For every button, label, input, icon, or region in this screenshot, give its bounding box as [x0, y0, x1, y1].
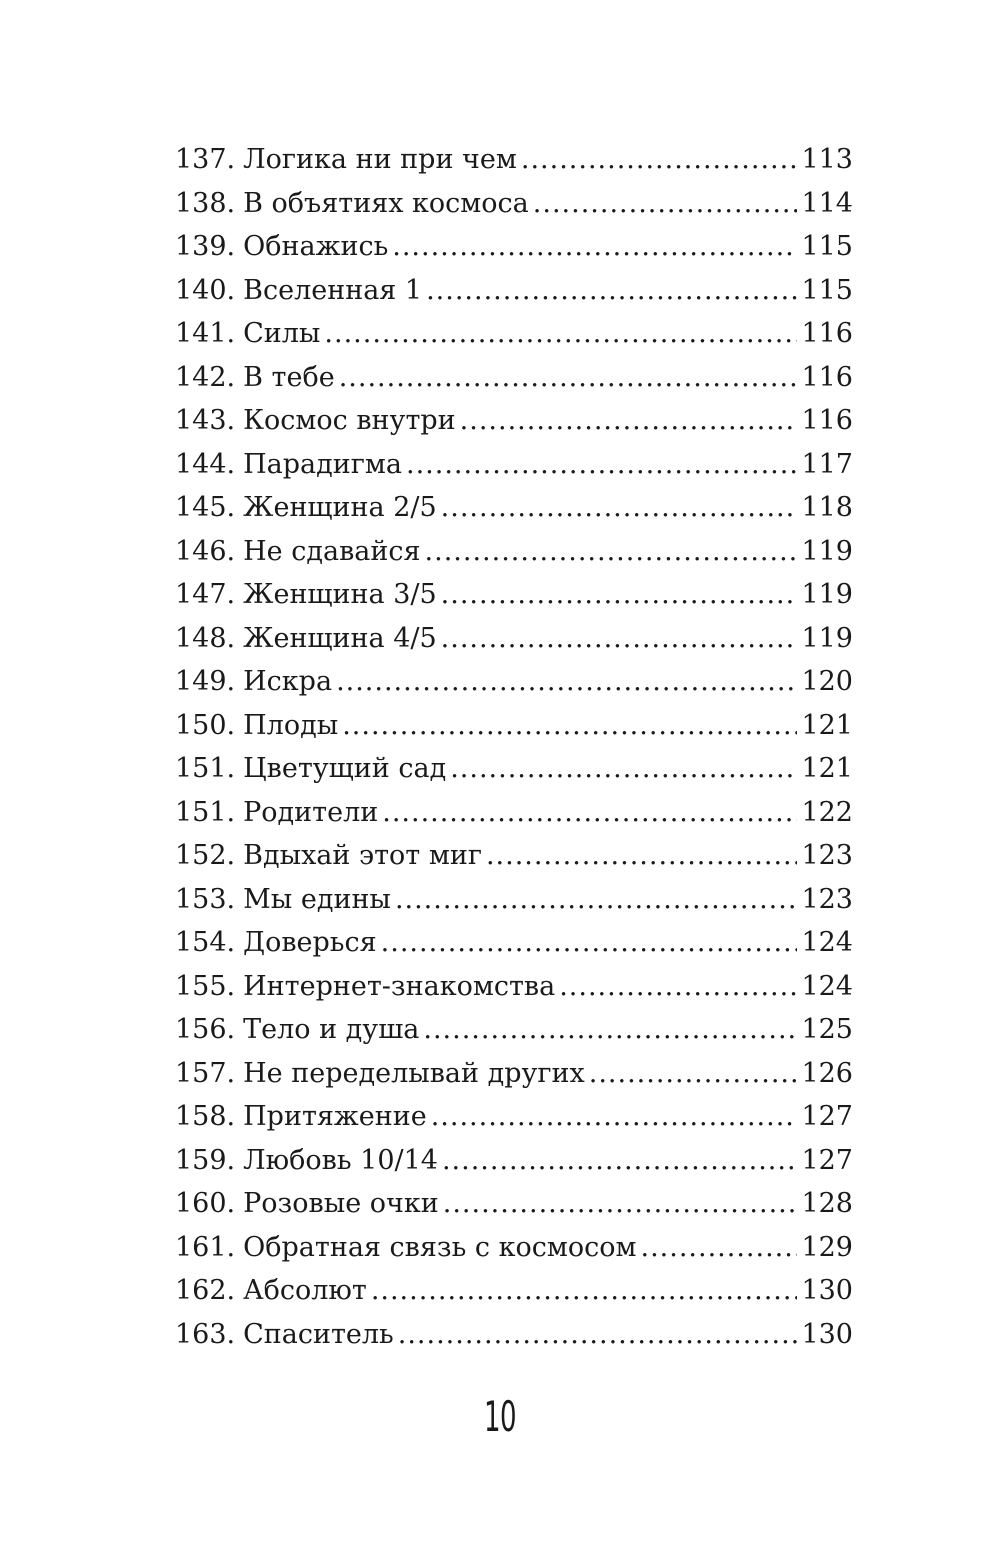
dot-leader — [398, 1313, 798, 1357]
toc-entry-number: 145. — [175, 492, 236, 523]
dot-leader — [425, 530, 798, 574]
toc-entry — [175, 617, 853, 661]
dot-leader — [442, 1139, 797, 1183]
dot-leader — [381, 921, 798, 965]
toc-entry-page: 115 — [801, 231, 853, 262]
dot-leader — [486, 834, 797, 878]
toc-entry — [175, 791, 853, 835]
toc-entry-page: 128 — [801, 1188, 853, 1219]
toc-entry-page: 125 — [801, 1014, 853, 1045]
toc-entry-number: 139. — [175, 231, 236, 262]
toc-entry-number: 152. — [175, 840, 236, 871]
toc-entry — [175, 138, 853, 182]
dot-leader — [406, 443, 797, 487]
toc-entry — [175, 399, 853, 443]
toc-entry — [175, 225, 853, 269]
toc-entry-title: Любовь 10/14 — [243, 1144, 438, 1176]
toc-entry-title: Женщина 4/5 — [243, 622, 437, 654]
dot-leader — [392, 225, 797, 269]
toc-entry-title: Не переделывай других — [243, 1057, 585, 1089]
toc-entry-number: 158. — [175, 1101, 236, 1132]
toc-entry — [175, 1269, 853, 1313]
toc-entry-title: Обратная связь с космосом — [243, 1231, 637, 1263]
toc-entry-page: 115 — [801, 274, 853, 306]
toc-entry-title: Обнажись — [243, 231, 389, 262]
toc-entry-page: 121 — [801, 753, 853, 784]
toc-entry-number: 156. — [175, 1014, 236, 1045]
toc-entry — [175, 1226, 853, 1270]
toc-entry-page: 118 — [801, 492, 853, 523]
dot-leader — [441, 617, 798, 661]
toc-entry-page: 116 — [801, 405, 853, 436]
toc-entry-page: 117 — [801, 448, 853, 480]
toc-entry-page: 123 — [801, 883, 853, 915]
toc-entry-title: Логика ни при чем — [243, 144, 517, 175]
toc-entry-title: В объятиях космоса — [243, 187, 529, 219]
dot-leader — [431, 1095, 798, 1139]
toc-entry-page: 119 — [801, 622, 853, 654]
toc-entry-number: 137. — [175, 144, 236, 175]
toc-entry-title: В тебе — [243, 361, 335, 393]
toc-entry-page: 113 — [801, 144, 853, 175]
toc-entry-number: 146. — [175, 535, 236, 567]
dot-leader — [324, 312, 797, 356]
dot-leader — [641, 1226, 798, 1270]
table-of-contents — [175, 138, 853, 1356]
dot-leader — [441, 573, 798, 617]
toc-entry-title: Силы — [243, 318, 321, 349]
toc-entry-number: 147. — [175, 579, 236, 610]
toc-entry-number: 142. — [175, 361, 236, 393]
toc-entry-title: Доверься — [243, 927, 377, 958]
toc-entry — [175, 443, 853, 487]
dot-leader — [443, 1182, 798, 1226]
toc-entry-number: 149. — [175, 666, 236, 697]
toc-entry-number: 143. — [175, 405, 236, 436]
toc-entry-title: Мы едины — [243, 883, 391, 915]
toc-entry-number: 154. — [175, 927, 236, 958]
toc-entry-page: 116 — [801, 318, 853, 349]
toc-entry-number: 151. — [175, 796, 236, 828]
dot-leader — [339, 356, 798, 400]
toc-entry-number: 138. — [175, 187, 236, 219]
toc-entry-page: 130 — [801, 1318, 853, 1350]
toc-entry-page: 124 — [801, 970, 853, 1002]
toc-entry-title: Абсолют — [243, 1275, 367, 1306]
dot-leader — [559, 965, 797, 1009]
toc-entry-number: 163. — [175, 1318, 236, 1350]
toc-entry — [175, 834, 853, 878]
toc-entry-number: 160. — [175, 1188, 236, 1219]
toc-entry-title: Розовые очки — [243, 1188, 439, 1219]
dot-leader — [460, 399, 798, 443]
toc-entry — [175, 1182, 853, 1226]
toc-entry — [175, 530, 853, 574]
toc-entry-number: 141. — [175, 318, 236, 349]
toc-entry-number: 159. — [175, 1144, 236, 1176]
toc-entry-page: 116 — [801, 361, 853, 393]
toc-entry-title: Вдыхай этот миг — [243, 840, 482, 871]
toc-entry-page: 119 — [801, 579, 853, 610]
toc-entry-number: 153. — [175, 883, 236, 915]
toc-entry — [175, 1052, 853, 1096]
toc-entry-title: Тело и душа — [243, 1014, 420, 1045]
dot-leader — [441, 486, 798, 530]
toc-entry-number: 148. — [175, 622, 236, 654]
toc-entry — [175, 878, 853, 922]
toc-entry — [175, 1313, 853, 1357]
toc-entry-title: Цветущий сад — [243, 753, 447, 784]
dot-leader — [342, 704, 797, 748]
toc-entry — [175, 312, 853, 356]
dot-leader — [426, 269, 797, 313]
toc-entry — [175, 182, 853, 226]
toc-entry-title: Плоды — [243, 709, 339, 741]
toc-entry-page: 127 — [801, 1144, 853, 1176]
dot-leader — [450, 747, 797, 791]
dot-leader — [371, 1269, 798, 1313]
toc-entry-title: Притяжение — [243, 1101, 427, 1132]
toc-entry-title: Женщина 3/5 — [243, 579, 437, 610]
toc-entry — [175, 486, 853, 530]
dot-leader — [533, 182, 798, 226]
toc-entry-title: Женщина 2/5 — [243, 492, 437, 523]
toc-entry-number: 162. — [175, 1275, 236, 1306]
toc-entry-number: 151. — [175, 753, 236, 784]
toc-entry-title: Вселенная 1 — [243, 274, 423, 306]
dot-leader — [336, 660, 797, 704]
toc-entry-number: 150. — [175, 709, 236, 741]
dot-leader — [589, 1052, 798, 1096]
toc-entry — [175, 1095, 853, 1139]
toc-entry-title: Парадигма — [243, 448, 403, 480]
toc-entry-number: 140. — [175, 274, 236, 306]
toc-entry — [175, 921, 853, 965]
toc-entry-page: 120 — [801, 666, 853, 697]
toc-entry — [175, 1008, 853, 1052]
dot-leader — [423, 1008, 797, 1052]
toc-entry-page: 127 — [801, 1101, 853, 1132]
dot-leader — [382, 791, 797, 835]
toc-entry — [175, 660, 853, 704]
toc-entry-title: Родители — [243, 796, 379, 828]
toc-entry — [175, 747, 853, 791]
toc-entry-page: 119 — [801, 535, 853, 567]
toc-entry-page: 122 — [801, 796, 853, 828]
page-number: 10 — [484, 1392, 516, 1441]
toc-entry — [175, 704, 853, 748]
toc-entry-page: 121 — [801, 709, 853, 741]
toc-entry-number: 161. — [175, 1231, 236, 1263]
toc-entry-page: 114 — [801, 187, 853, 219]
toc-entry-number: 155. — [175, 970, 236, 1002]
toc-entry-title: Космос внутри — [243, 405, 456, 436]
dot-leader — [521, 138, 798, 182]
toc-list — [175, 138, 853, 1356]
toc-entry — [175, 573, 853, 617]
toc-entry — [175, 1139, 853, 1183]
toc-entry-title: Интернет-знакомства — [243, 970, 556, 1002]
toc-entry — [175, 356, 853, 400]
dot-leader — [395, 878, 798, 922]
toc-entry-page: 126 — [801, 1057, 853, 1089]
toc-entry-title: Искра — [243, 666, 333, 697]
toc-entry-number: 144. — [175, 448, 236, 480]
toc-entry-number: 157. — [175, 1057, 236, 1089]
toc-entry-title: Спаситель — [243, 1318, 394, 1350]
toc-entry — [175, 269, 853, 313]
toc-entry-page: 123 — [801, 840, 853, 871]
toc-entry — [175, 965, 853, 1009]
toc-entry-title: Не сдавайся — [243, 535, 421, 567]
toc-entry-page: 124 — [801, 927, 853, 958]
toc-entry-page: 129 — [801, 1231, 853, 1263]
toc-entry-page: 130 — [801, 1275, 853, 1306]
